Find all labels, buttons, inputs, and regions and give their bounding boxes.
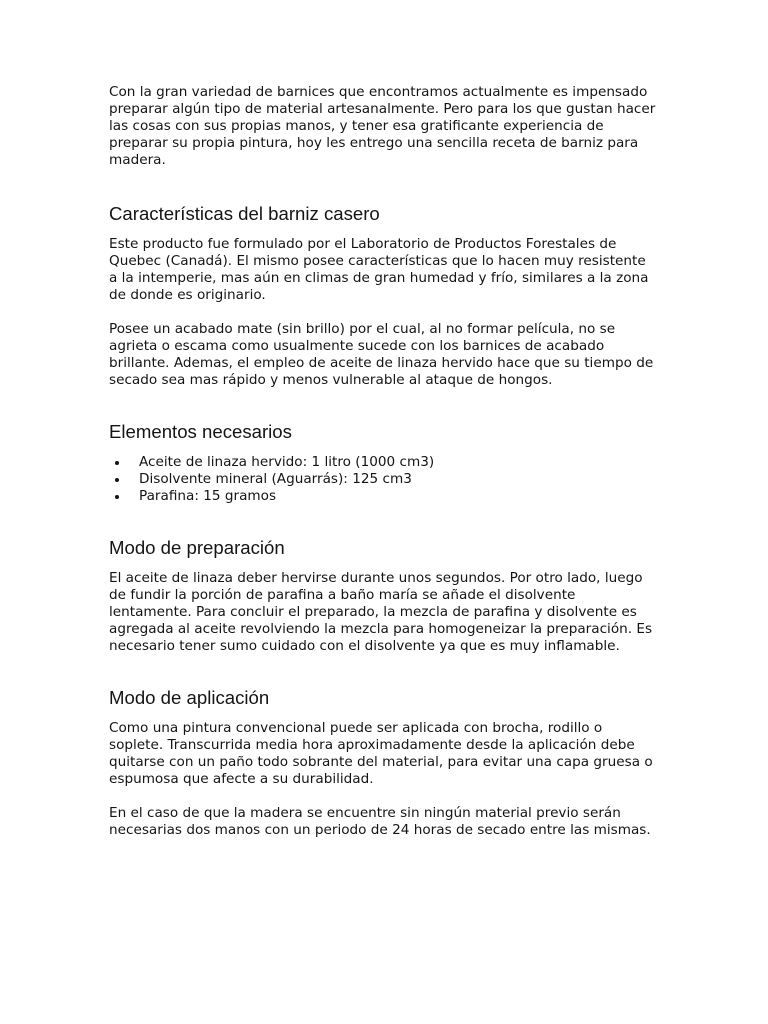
heading-aplicacion: Modo de aplicación bbox=[109, 687, 270, 708]
bullet-icon bbox=[115, 478, 119, 482]
bullet-icon bbox=[115, 495, 119, 499]
list-item bbox=[109, 471, 657, 488]
heading-elementos: Elementos necesarios bbox=[109, 421, 292, 442]
elementos-list bbox=[109, 454, 657, 505]
caracteristicas-paragraph-2: Posee un acabado mate (sin brillo) por el cual, al no formar película, no se agrieta o escama como usualmente sucede con los barnices de acabado brillante. Ademas, el empleo de aceite de linaza hervido hace que su tiempo de secado sea mas rápido y menos vulnerable al ataque de hongos. bbox=[109, 321, 654, 388]
caracteristicas-paragraph-1: Este producto fue formulado por el Laboratorio de Productos Forestales de Quebec (Canadá). El mismo posee características que lo hacen muy resistente a la intemperie, mas aún en climas de gran humedad y frío, similares a la zona de donde es originario. bbox=[109, 236, 649, 303]
document-page bbox=[109, 84, 657, 856]
list-item-text: Aceite de linaza hervido: 1 litro (1000 cm3) bbox=[139, 454, 435, 470]
heading-preparacion: Modo de preparación bbox=[109, 537, 285, 558]
aplicacion-paragraph-2: En el caso de que la madera se encuentre sin ningún material previo serán necesarias dos manos con un periodo de 24 horas de secado entre las mismas. bbox=[109, 805, 651, 838]
aplicacion-paragraph-1: Como una pintura convencional puede ser aplicada con brocha, rodillo o soplete. Transcurrida media hora aproximadamente desde la aplicación debe quitarse con un paño todo sobrante del material, para evitar una capa gruesa o espumosa que afecte a su durabilidad. bbox=[109, 720, 653, 787]
list-item bbox=[109, 454, 657, 471]
intro-paragraph: Con la gran variedad de barnices que encontramos actualmente es impensado preparar algún tipo de material artesanalmente. Pero para los que gustan hacer las cosas con sus propias manos, y tener esa gratificante experiencia de preparar su propia pintura, hoy les entrego una sencilla receta de barniz para madera. bbox=[109, 84, 656, 168]
list-item bbox=[109, 488, 657, 505]
heading-caracteristicas: Características del barniz casero bbox=[109, 203, 380, 224]
bullet-icon bbox=[115, 461, 119, 465]
list-item-text: Disolvente mineral (Aguarrás): 125 cm3 bbox=[139, 471, 412, 487]
preparacion-paragraph: El aceite de linaza deber hervirse durante unos segundos. Por otro lado, luego de fundir la porción de parafina a baño maría se añade el disolvente lentamente. Para concluir el preparado, la mezcla de parafina y disolvente es agregada al aceite revolviendo la mezcla para homogeneizar la preparación. Es necesario tener sumo cuidado con el disolvente ya que es muy inflamable. bbox=[109, 570, 653, 654]
list-item-text: Parafina: 15 gramos bbox=[139, 488, 277, 504]
